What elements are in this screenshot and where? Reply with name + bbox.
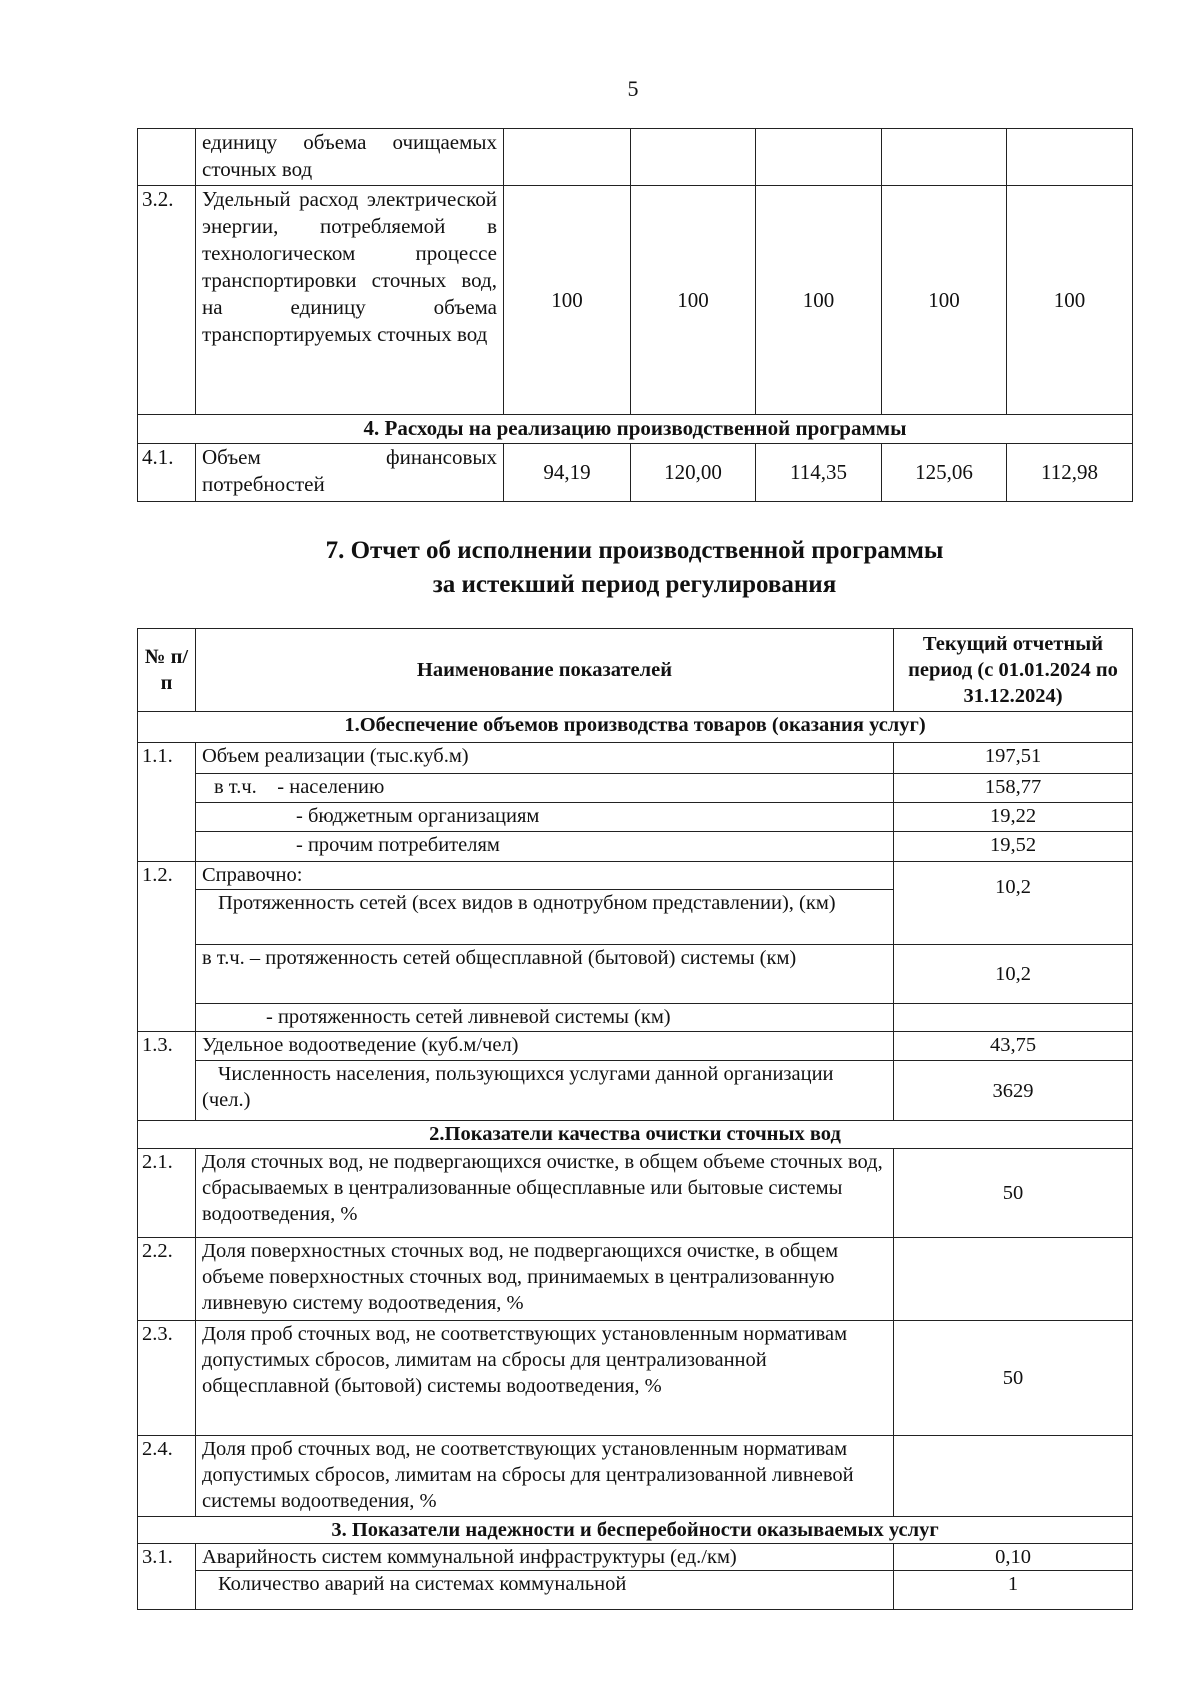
indicator-name: Аварийность систем коммунальной инфраструктуры (ед./км)	[196, 1544, 894, 1571]
row-number: 2.1.	[138, 1149, 196, 1238]
value-cell: 100	[504, 186, 631, 415]
section-heading: 1.Обеспечение объемов производства товаров (оказания услуг)	[138, 712, 1133, 743]
table-row	[138, 444, 1133, 502]
report-table	[137, 628, 1133, 1610]
section-heading: 3. Показатели надежности и бесперебойности оказываемых услуг	[138, 1517, 1133, 1544]
value-cell: 100	[882, 186, 1007, 415]
row-number: 2.2.	[138, 1238, 196, 1321]
report-title: 7. Отчет об исполнении производственной программы за истекший период регулирования	[325, 537, 944, 598]
header-period: Текущий отчетный период (с 01.01.2024 по 31.12.2024)	[894, 629, 1133, 712]
row-number: 2.3.	[138, 1321, 196, 1436]
header-number: № п/п	[138, 629, 196, 712]
indicator-name: Объем финансовых потребностей	[196, 444, 504, 502]
value-cell: 114,35	[756, 444, 882, 502]
row-number: 3.1.	[138, 1544, 196, 1610]
value-cell	[894, 1004, 1133, 1032]
value-cell: 3629	[894, 1061, 1133, 1121]
indicator-name: Доля проб сточных вод, не соответствующих установленным нормативам допустимых сбросов, лимитам на сбросы для централизованной ливневой системы водоотведения, %	[196, 1436, 894, 1517]
indicator-name: Удельный расход электрической энергии, потребляемой в технологическом процессе транспортировки сточных вод, на единицу объема транспортируемых сточных вод	[196, 186, 504, 415]
section-heading: 4. Расходы на реализацию производственной программы	[138, 415, 1133, 444]
indicator-name: Количество аварий на системах коммунальной	[196, 1571, 894, 1610]
indicators-table-continued	[137, 128, 1133, 502]
indicator-name: - прочим потребителям	[196, 832, 894, 862]
value-cell: 19,52	[894, 832, 1133, 862]
value-cell: 10,2	[894, 862, 1133, 945]
value-cell: 1	[894, 1571, 1133, 1610]
indicator-name: Численность населения, пользующихся услугами данной организации (чел.)	[196, 1061, 894, 1121]
indicator-name: - бюджетным организациям	[196, 803, 894, 832]
value-cell: 94,19	[504, 444, 631, 502]
value-cell: 125,06	[882, 444, 1007, 502]
indicator-name: в т.ч. – протяженность сетей общесплавной (бытовой) системы (км)	[196, 945, 894, 1004]
indicator-name: Объем реализации (тыс.куб.м)	[196, 743, 894, 774]
value-cell: 100	[1007, 186, 1133, 415]
indicator-name: Справочно:	[196, 862, 894, 890]
header-name: Наименование показателей	[196, 629, 894, 712]
value-cell: 50	[894, 1149, 1133, 1238]
indicator-name: единицу объема очищаемых сточных вод	[196, 129, 504, 186]
value-cell: 50	[894, 1321, 1133, 1436]
table-row	[138, 129, 1133, 186]
value-cell: 158,77	[894, 774, 1133, 803]
indicator-name: Протяженность сетей (всех видов в однотрубном представлении), (км)	[196, 890, 894, 945]
indicator-name: Удельное водоотведение (куб.м/чел)	[196, 1032, 894, 1061]
row-number: 2.4.	[138, 1436, 196, 1517]
row-number: 1.2.	[138, 862, 196, 1032]
value-cell: 0,10	[894, 1544, 1133, 1571]
table-row	[138, 186, 1133, 415]
value-cell	[894, 1436, 1133, 1517]
row-number: 1.1.	[138, 743, 196, 862]
indicator-name: Доля поверхностных сточных вод, не подвергающихся очистке, в общем объеме поверхностных сточных вод, принимаемых в централизованную ливневую систему водоотведения, %	[196, 1238, 894, 1321]
indicator-name: - протяженность сетей ливневой системы (км)	[196, 1004, 894, 1032]
value-cell: 100	[631, 186, 756, 415]
row-number: 3.2.	[138, 186, 196, 415]
value-cell: 112,98	[1007, 444, 1133, 502]
value-cell	[894, 1238, 1133, 1321]
value-cell: 197,51	[894, 743, 1133, 774]
value-cell: 100	[756, 186, 882, 415]
indicator-name: в т.ч. - населению	[196, 774, 894, 803]
value-cell: 120,00	[631, 444, 756, 502]
page-number: 5	[627, 76, 639, 101]
value-cell: 10,2	[894, 945, 1133, 1004]
value-cell: 19,22	[894, 803, 1133, 832]
indicator-name: Доля сточных вод, не подвергающихся очистке, в общем объеме сточных вод, сбрасываемых в централизованные общесплавные или бытовые системы водоотведения, %	[196, 1149, 894, 1238]
section-heading: 2.Показатели качества очистки сточных вод	[138, 1121, 1133, 1149]
indicator-name: Доля проб сточных вод, не соответствующих установленным нормативам допустимых сбросов, лимитам на сбросы для централизованной общесплавной (бытовой) системы водоотведения, %	[196, 1321, 894, 1436]
row-number: 1.3.	[138, 1032, 196, 1121]
value-cell: 43,75	[894, 1032, 1133, 1061]
row-number: 4.1.	[138, 444, 196, 502]
